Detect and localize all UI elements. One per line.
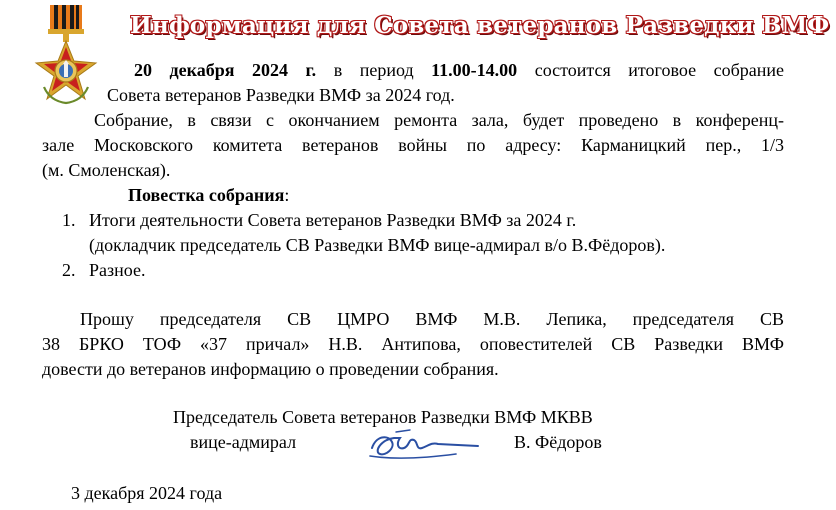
request-line-2: 38 БРКО ТОФ «37 причал» Н.В. Антипова, оповестителей СВ Разведки ВМФ xyxy=(42,334,784,354)
agenda-item-1-sub: (докладчик председатель СВ Разведки ВМФ вице-адмирал в/о В.Фёдоров). xyxy=(89,235,666,255)
veteran-medal-icon xyxy=(28,3,104,113)
document-date: 3 декабря 2024 года xyxy=(71,483,223,503)
document-title: Информация для Совета ветеранов Разведки ВМФ xyxy=(130,12,830,39)
venue-line-1: Собрание, в связи с окончанием ремонта зала, будет проведено в конференц- xyxy=(94,110,784,130)
signatory-position: Председатель Совета ветеранов Разведки ВМФ МКВВ xyxy=(173,407,593,427)
agenda-heading xyxy=(128,184,289,206)
signatory-name: В. Фёдоров xyxy=(514,432,602,452)
intro-text-b: состоится итоговое собрание xyxy=(517,60,784,80)
request-line-1: Прошу председателя СВ ЦМРО ВМФ М.В. Лепика, председателя СВ xyxy=(80,309,784,329)
agenda-heading-colon: : xyxy=(284,185,290,205)
agenda-item-1-number: 1. xyxy=(62,210,76,230)
agenda-item-1-text: Итоги деятельности Совета ветеранов Разведки ВМФ за 2024 г. xyxy=(89,210,577,230)
handwritten-signature-icon xyxy=(366,426,486,466)
intro-text-a: в период xyxy=(316,60,432,80)
meeting-time: 11.00-14.00 xyxy=(431,60,518,80)
venue-line-3: (м. Смоленская). xyxy=(42,160,171,180)
request-line-3: довести до ветеранов информацию о проведении собрания. xyxy=(42,359,499,379)
venue-line-2: зале Московского комитета ветеранов войны по адресу: Карманицкий пер., 1/3 xyxy=(42,135,784,155)
agenda-heading-text: Повестка собрания xyxy=(128,185,285,205)
signatory-rank: вице-адмирал xyxy=(190,432,297,452)
agenda-item-2-text: Разное. xyxy=(89,260,146,280)
agenda-item-2-number: 2. xyxy=(62,260,76,280)
intro-line-2: Совета ветеранов Разведки ВМФ за 2024 год. xyxy=(107,85,455,105)
intro-line-1 xyxy=(134,59,784,81)
meeting-date: 20 декабря 2024 г. xyxy=(134,60,317,80)
